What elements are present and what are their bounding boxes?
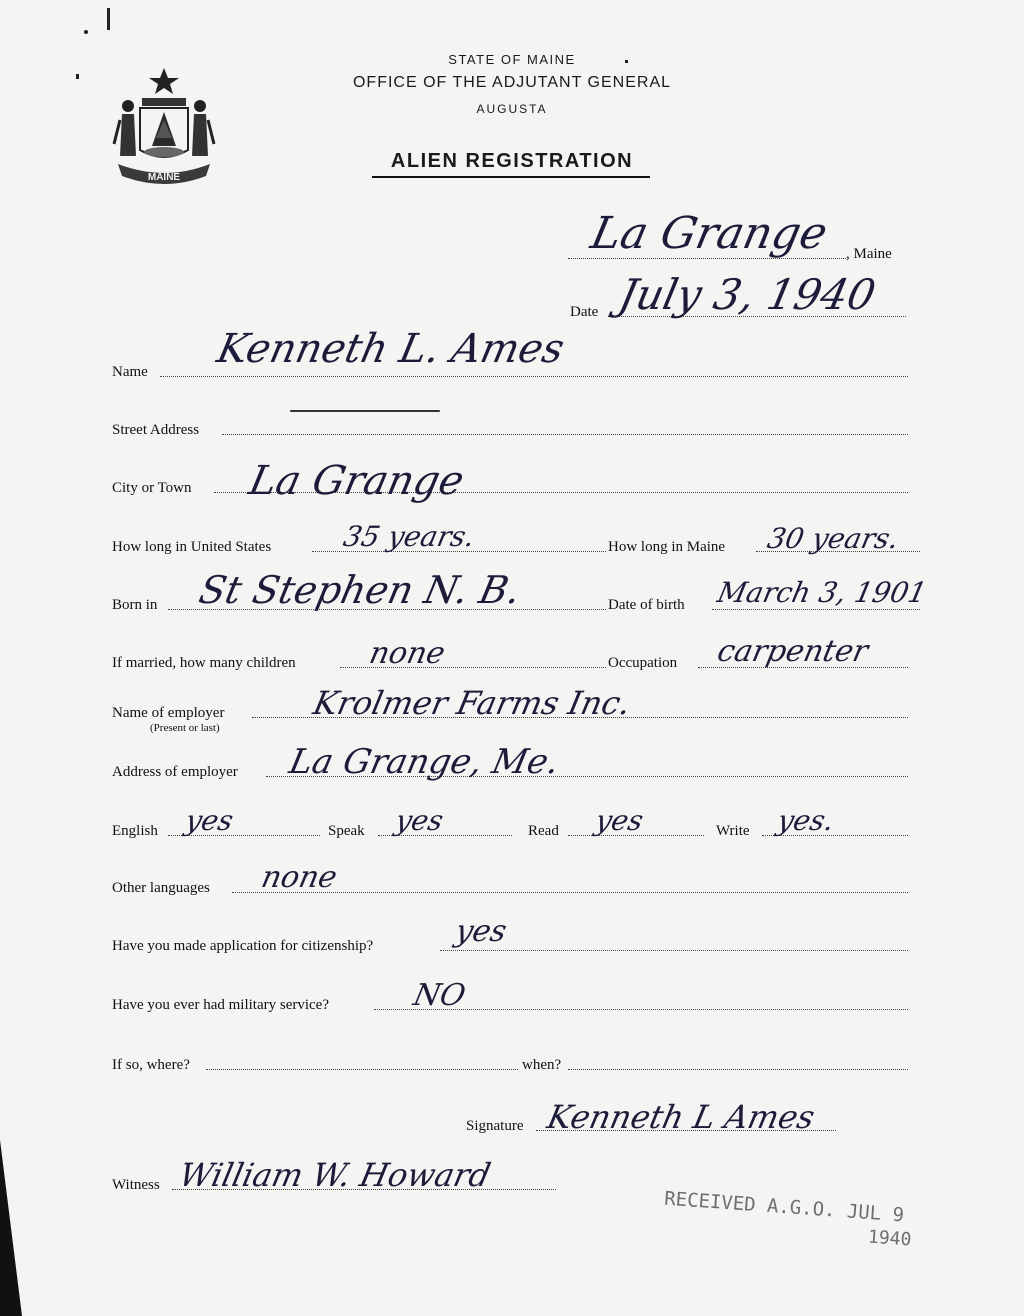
street-dash: [290, 410, 440, 412]
employer-value: Krolmer Farms Inc.: [309, 684, 635, 722]
occupation-value: carpenter: [714, 634, 872, 669]
when-label: when?: [522, 1057, 562, 1073]
employer-address-label: Address of employer: [112, 764, 238, 780]
write-value: yes.: [774, 804, 838, 837]
city-town-label: City or Town: [112, 480, 192, 496]
date-value: July 3, 1940: [614, 270, 880, 319]
date-of-birth-line: [712, 609, 920, 610]
title-underline: [372, 176, 650, 178]
children-label: If married, how many children: [112, 655, 296, 671]
street-label: Street Address: [112, 422, 200, 438]
employer-label: Name of employer: [112, 705, 225, 721]
read-label: Read: [528, 823, 559, 839]
form-title: ALIEN REGISTRATION: [390, 150, 634, 172]
citizenship-label: Have you made application for citizenship?: [112, 938, 374, 954]
signature-value: Kenneth L Ames: [543, 1098, 819, 1136]
when-line: [568, 1069, 908, 1070]
ink-mark: [84, 30, 88, 34]
employer-note: (Present or last): [150, 722, 220, 734]
received-stamp-year: 1940: [867, 1226, 913, 1251]
date-of-birth-value: March 3, 1901: [714, 576, 930, 609]
date-of-birth-label: Date of birth: [608, 597, 685, 613]
children-value: none: [366, 636, 449, 671]
years-maine-value: 30 years.: [764, 522, 902, 555]
name-line: [160, 376, 908, 377]
office-heading: OFFICE OF THE ADJUTANT GENERAL: [352, 74, 672, 91]
ink-mark: [107, 8, 110, 30]
city-heading: AUGUSTA: [476, 102, 548, 116]
speak-label: Speak: [328, 823, 365, 839]
how-long-maine-label: How long in Maine: [608, 539, 726, 555]
state-heading: STATE OF MAINE: [448, 52, 576, 67]
street-line: [222, 434, 908, 435]
city-town-value: La Grange: [245, 458, 468, 504]
svg-text:MAINE: MAINE: [147, 172, 181, 183]
english-label: English: [112, 823, 158, 839]
military-label: Have you ever had military service?: [112, 997, 329, 1013]
citizenship-line: [440, 950, 908, 951]
town-value: La Grange: [586, 208, 832, 259]
date-label: Date: [570, 304, 599, 320]
name-value: Kenneth L. Ames: [213, 326, 569, 372]
witness-label: Witness: [112, 1177, 160, 1193]
where-line: [206, 1069, 518, 1070]
other-languages-label: Other languages: [112, 880, 210, 896]
witness-value: William W. Howard: [175, 1156, 494, 1194]
born-in-value: St Stephen N. B.: [195, 568, 525, 612]
english-value: yes: [182, 804, 237, 837]
years-us-value: 35 years.: [340, 520, 478, 553]
write-label: Write: [716, 823, 750, 839]
employer-address-value: La Grange, Me.: [285, 742, 563, 782]
signature-label: Signature: [466, 1118, 524, 1134]
citizenship-value: yes: [452, 914, 510, 949]
other-languages-line: [232, 892, 908, 893]
how-long-us-label: How long in United States: [112, 539, 272, 555]
maine-label: , Maine: [846, 246, 892, 262]
speak-value: yes: [392, 804, 447, 837]
occupation-label: Occupation: [608, 655, 678, 671]
military-value: NO: [410, 978, 469, 1013]
read-value: yes: [592, 804, 647, 837]
name-label: Name: [112, 364, 148, 380]
born-in-label: Born in: [112, 597, 158, 613]
other-languages-value: none: [258, 860, 341, 895]
received-stamp: RECEIVED A.G.O. JUL 9: [663, 1187, 905, 1227]
where-label: If so, where?: [112, 1057, 190, 1073]
torn-corner: [0, 1140, 22, 1316]
